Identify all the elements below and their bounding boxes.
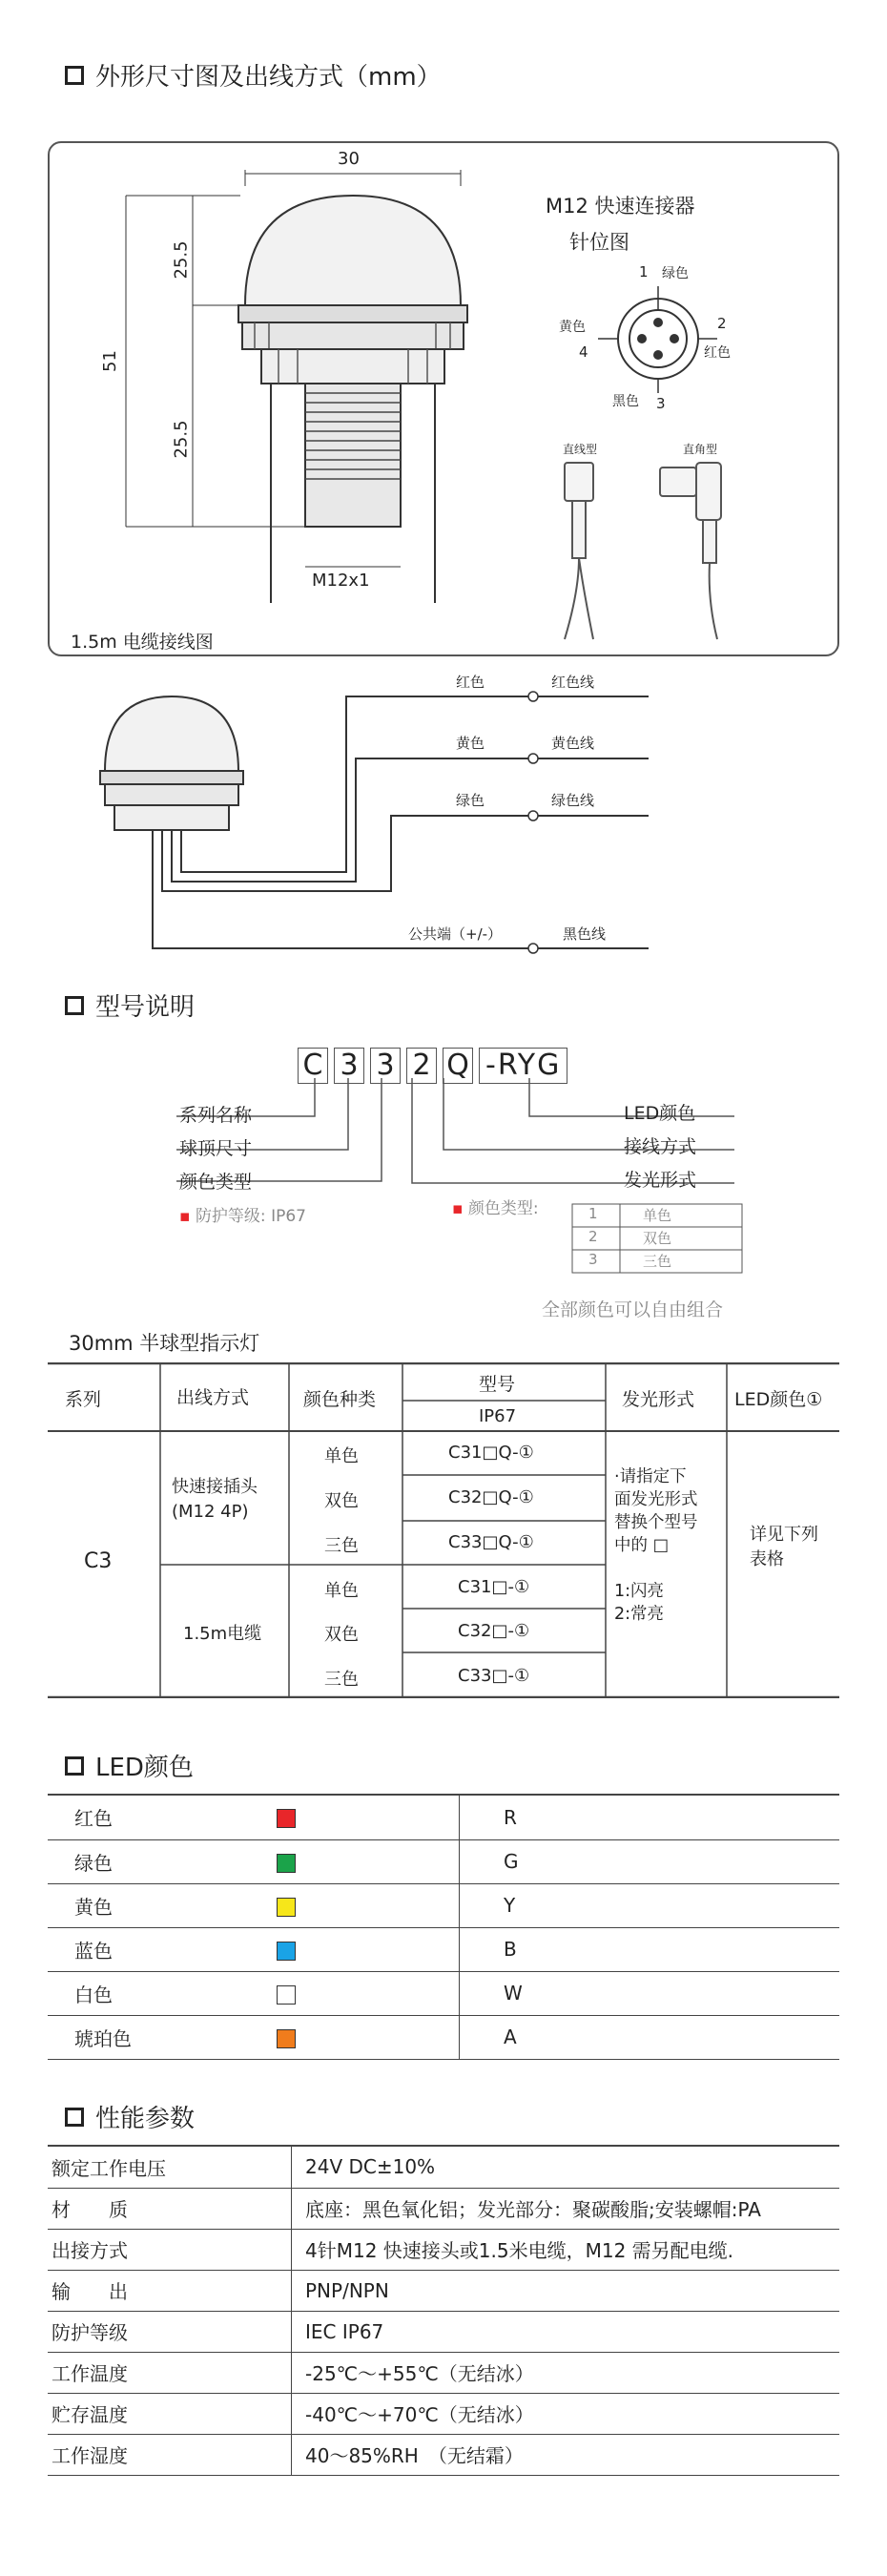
perf-key: 额定工作电压 <box>48 2147 292 2188</box>
color-type-1-val: 单色 <box>643 1207 672 1224</box>
label-color-type: 颜色类型 <box>179 1172 253 1193</box>
led-code: R <box>460 1796 840 1839</box>
perf-table <box>48 2145 839 2476</box>
perf-value: 底座：黑色氧化铝；发光部分：聚碳酸脂;安装螺帽:PA <box>292 2188 840 2229</box>
perf-value: -25℃～+55℃（无结冰） <box>292 2352 840 2393</box>
pin-4-color: 黄色 <box>559 320 586 335</box>
yellow-swatch <box>277 1898 296 1917</box>
led-code: Y <box>460 1883 840 1927</box>
row-color: 单色 <box>324 1446 359 1466</box>
led-title-text: LED颜色 <box>95 1754 194 1782</box>
wiring-diagram <box>0 668 887 973</box>
perf-key: 工作湿度 <box>48 2434 292 2475</box>
perf-value: PNP/NPN <box>292 2270 840 2311</box>
color-type-1-num: 1 <box>588 1205 598 1222</box>
perf-row <box>48 2352 839 2393</box>
row-model: C31□-① <box>458 1577 530 1597</box>
led-name: 琥珀色 <box>48 2015 276 2059</box>
label-led: LED颜色 <box>624 1103 696 1124</box>
color-type-2-val: 双色 <box>643 1230 672 1247</box>
row-model: C31□Q-① <box>448 1443 534 1463</box>
pin-2-number: 2 <box>717 315 727 332</box>
pin-title: 针位图 <box>569 231 629 254</box>
row-model: C32□-① <box>458 1621 530 1641</box>
perf-row <box>48 2147 839 2188</box>
perf-value: -40℃～+70℃（无结冰） <box>292 2393 840 2434</box>
wire-green-line-label: 绿色线 <box>551 792 595 809</box>
label-wiring: 接线方式 <box>624 1136 697 1157</box>
led-note: 详见下列 表格 <box>750 1525 818 1569</box>
pin-4-number: 4 <box>579 343 588 361</box>
code-char-color-type: 3 <box>370 1048 401 1084</box>
led-code: W <box>460 1971 840 2015</box>
code-char-wiring: Q <box>443 1048 473 1084</box>
checkbox-icon <box>65 1756 84 1776</box>
model-code <box>298 1048 567 1084</box>
label-protect: ▪ 防护等级: IP67 <box>179 1207 306 1226</box>
perf-row <box>48 2311 839 2352</box>
row-model: C33□Q-① <box>448 1532 534 1552</box>
led-name: 黄色 <box>48 1883 276 1927</box>
led-row <box>48 1971 839 2015</box>
perf-section-title <box>65 2099 195 2134</box>
row-color: 单色 <box>324 1581 359 1601</box>
led-row <box>48 2015 839 2059</box>
led-row <box>48 1839 839 1883</box>
led-row <box>48 1927 839 1971</box>
th-series: 系列 <box>65 1389 102 1410</box>
light-note: ·请指定下 面发光形式 替换个型号 中的 □ 1:闪亮 2:常亮 <box>614 1467 698 1624</box>
pin-1-number: 1 <box>639 263 649 280</box>
pin-3-number: 3 <box>656 395 666 412</box>
color-type-3-val: 三色 <box>643 1253 672 1270</box>
wire-common-label: 公共端（+/-） <box>408 925 503 943</box>
th-model: 型号 <box>479 1374 516 1395</box>
model-title-text: 型号说明 <box>95 993 196 1022</box>
led-name: 红色 <box>48 1796 276 1839</box>
th-colors: 颜色种类 <box>303 1389 377 1410</box>
white-swatch <box>277 1985 296 2005</box>
label-dome: 球顶尺寸 <box>179 1138 253 1159</box>
perf-row <box>48 2229 839 2270</box>
spec-caption: 30mm 半球型指示灯 <box>69 1332 260 1355</box>
wire-yellow-line-label: 黄色线 <box>551 735 595 752</box>
checkbox-icon <box>65 996 84 1015</box>
led-row <box>48 1883 839 1927</box>
code-char-dome: 3 <box>334 1048 364 1084</box>
group-cable: 1.5m电缆 <box>183 1624 262 1644</box>
label-ct-note: ▪ 颜色类型: <box>452 1199 539 1218</box>
wire-red-label: 红色 <box>456 674 485 691</box>
row-model: C32□Q-① <box>448 1487 534 1507</box>
pin-1-color: 绿色 <box>662 266 689 281</box>
dim-dome-height-label: 25.5 <box>171 240 192 280</box>
dimension-drawing-panel <box>48 141 839 656</box>
pin-3-color: 黑色 <box>612 394 639 409</box>
row-color: 双色 <box>324 1491 359 1511</box>
wire-red-line-label: 红色线 <box>551 674 595 691</box>
row-color: 三色 <box>324 1670 359 1690</box>
perf-value: 4针M12 快速接头或1.5米电缆，M12 需另配电缆. <box>292 2229 840 2270</box>
led-name: 蓝色 <box>48 1927 276 1971</box>
pin-2-color: 红色 <box>704 345 731 361</box>
th-light: 发光形式 <box>622 1389 695 1410</box>
spec-table-grid <box>48 1362 839 1698</box>
wire-green-label: 绿色 <box>456 792 485 809</box>
led-color-table <box>48 1794 839 2060</box>
green-swatch <box>277 1854 296 1873</box>
color-type-3-num: 3 <box>588 1251 598 1268</box>
connector-title: M12 快速连接器 <box>546 195 695 218</box>
row-model: C33□-① <box>458 1666 530 1686</box>
perf-title-text: 性能参数 <box>95 2105 196 2133</box>
straight-type-label: 直线型 <box>563 443 598 456</box>
model-section-title <box>65 987 195 1023</box>
label-light: 发光形式 <box>624 1170 697 1191</box>
dim-total-height-label: 51 <box>99 350 120 372</box>
angled-type-label: 直角型 <box>683 443 718 456</box>
cable-caption: 1.5m 电缆接线图 <box>71 632 214 653</box>
led-name: 绿色 <box>48 1839 276 1883</box>
combo-note: 全部颜色可以自由组合 <box>542 1299 724 1320</box>
spec-table <box>48 1362 839 1698</box>
led-row <box>48 1796 839 1839</box>
code-char-series: C <box>298 1048 328 1084</box>
label-protect-text: 防护等级: IP67 <box>195 1207 306 1226</box>
code-char-light: 2 <box>406 1048 437 1084</box>
series-cell: C3 <box>84 1549 113 1573</box>
dim-section-title <box>65 57 442 93</box>
row-color: 三色 <box>324 1536 359 1556</box>
ct-note-text: 颜色类型: <box>467 1199 539 1218</box>
color-type-2-num: 2 <box>588 1228 598 1245</box>
perf-value: 24V DC±10% <box>292 2147 840 2188</box>
th-wiring: 出线方式 <box>176 1387 250 1408</box>
wire-black-line-label: 黑色线 <box>563 925 607 943</box>
blue-swatch <box>277 1942 296 1961</box>
perf-row <box>48 2270 839 2311</box>
checkbox-icon <box>65 66 84 85</box>
led-code: B <box>460 1927 840 1971</box>
dim-width-label: 30 <box>338 149 360 169</box>
perf-key: 贮存温度 <box>48 2393 292 2434</box>
dimension-drawing <box>50 143 841 658</box>
model-code-diagram <box>0 1040 887 1326</box>
perf-key: 防护等级 <box>48 2311 292 2352</box>
led-code: A <box>460 2015 840 2059</box>
led-section-title <box>65 1748 194 1783</box>
perf-key: 材 质 <box>48 2188 292 2229</box>
perf-row <box>48 2434 839 2475</box>
wire-yellow-label: 黄色 <box>456 735 485 752</box>
led-code: G <box>460 1839 840 1883</box>
perf-row <box>48 2393 839 2434</box>
group-quick-connector: 快速接插头 (M12 4P) <box>172 1477 258 1522</box>
th-ip: IP67 <box>479 1406 517 1426</box>
thread-label: M12x1 <box>312 571 370 591</box>
perf-row <box>48 2188 839 2229</box>
dim-stem-height-label: 25.5 <box>171 420 192 459</box>
dim-title-text: 外形尺寸图及出线方式（mm） <box>95 63 442 92</box>
red-swatch <box>277 1809 296 1828</box>
th-led: LED颜色① <box>734 1389 823 1410</box>
perf-value: 40～85%RH （无结霜） <box>292 2434 840 2475</box>
row-color: 双色 <box>324 1625 359 1645</box>
perf-key: 工作温度 <box>48 2352 292 2393</box>
perf-value: IEC IP67 <box>292 2311 840 2352</box>
label-series: 系列名称 <box>179 1105 253 1126</box>
perf-key: 输 出 <box>48 2270 292 2311</box>
code-suffix-led: -RYG <box>479 1048 567 1084</box>
perf-key: 出接方式 <box>48 2229 292 2270</box>
led-name: 白色 <box>48 1971 276 2015</box>
amber-swatch <box>277 2029 296 2048</box>
checkbox-icon <box>65 2108 84 2127</box>
